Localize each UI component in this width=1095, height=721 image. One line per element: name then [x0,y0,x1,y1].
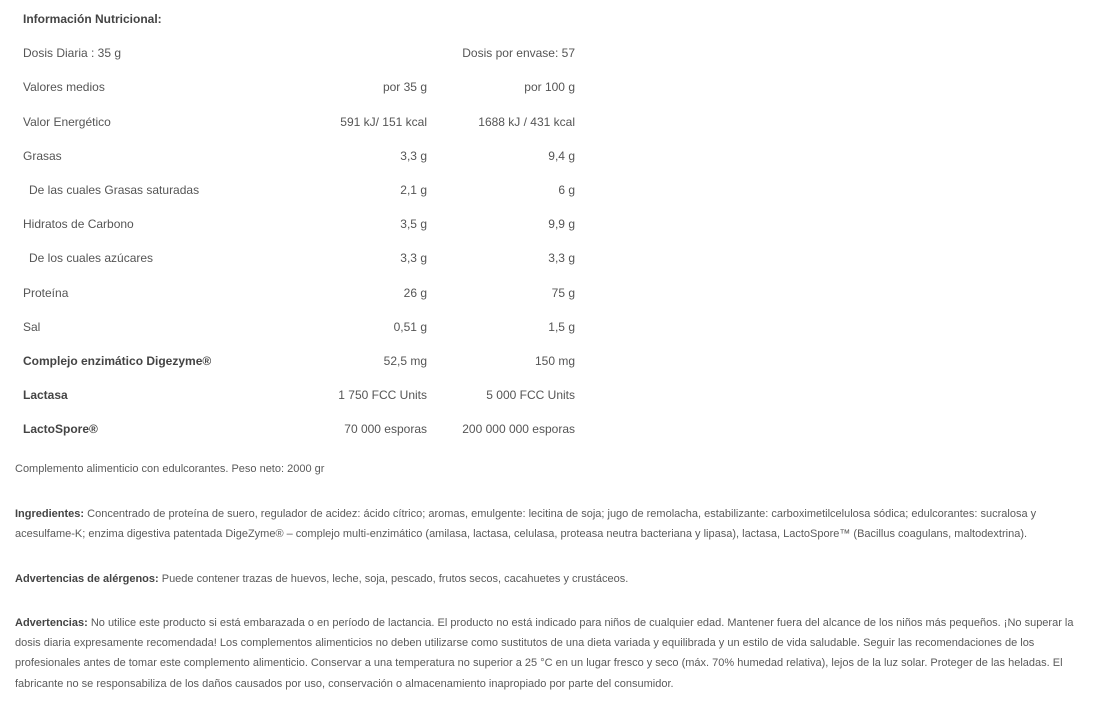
row-value-per-dose: 3,3 g [400,251,427,266]
row-value-per-100: 6 g [558,183,575,198]
table-row [15,139,575,173]
row-value-per-dose: 591 kJ/ 151 kcal [340,114,427,129]
ingredients-section [15,504,1075,544]
header-row [15,70,575,104]
row-value-per-dose: 0,51 g [393,319,427,334]
row-value-per-dose: 52,5 mg [383,353,427,368]
warnings-text: No utilice este producto si está embarazada o en período de lactancia. El producto no está indicado para niños de cualquier edad. Mantener fuera del alcance de los niños más pequeños. ¡No superar la dosis diaria expresamente recomendada! Los complementos alimenticios no deben utilizarse como sustitutos de una dieta variada y equilibrada y un estilo de vida saludable. Seguir las recomendaciones de los profesionales antes de tomar este complemento alimenticio. Conservar a una temperatura no superior a 25 °C en un lugar fresco y seco (máx. 70% humedad relativa), lejos de la luz solar. Proteger de las heladas. El fabricante no se responsabiliza de los daños causados por uso, conservación o almacenamiento inapropiado por parte del consumidor. [15,617,1074,690]
table-row [15,173,575,207]
table-row [15,344,575,378]
table-row [15,207,575,241]
row-value-per-100: 75 g [551,285,575,300]
row-label: Lactasa [23,388,68,403]
complement-note [15,459,1075,479]
nutrition-title: Información Nutricional: [23,12,162,27]
row-label: LactoSpore® [23,422,98,437]
row-label: Sal [23,319,41,334]
table-row [15,105,575,139]
row-value-per-dose: 1 750 FCC Units [338,388,427,403]
complement-note-text: Complemento alimenticio con edulcorantes. Peso neto: 2000 gr [15,463,325,475]
table-title-row [15,2,575,36]
row-value-per-dose: 26 g [403,285,427,300]
allergens-text: Puede contener trazas de huevos, leche, soja, pescado, frutos secos, cacahuetes y crustáceos. [158,573,629,585]
row-value-per-dose: 3,5 g [400,217,427,232]
header-col-per-100: por 100 g [524,80,575,95]
allergens-label: Advertencias de alérgenos: [15,573,159,585]
allergens-section [15,569,1075,589]
doses-per-pack: Dosis por envase: 57 [462,46,575,61]
row-value-per-dose: 3,3 g [400,148,427,163]
ingredients-label: Ingredientes: [15,508,85,520]
row-value-per-100: 9,4 g [548,148,575,163]
dose-row [15,36,575,70]
header-label: Valores medios [23,80,105,95]
row-value-per-dose: 70 000 esporas [344,422,427,437]
nutrition-table [15,2,575,446]
warnings-label: Advertencias: [15,617,88,629]
ingredients-text: Concentrado de proteína de suero, regulador de acidez: ácido cítrico; aromas, emulgente: lecitina de soja; jugo de remolacha, estabilizante: carboximetilcelulosa sódica; edulcorantes: sucralosa y acesulfame-K; enzima digestiva patentada DigeZyme® – complejo multi-enzimático (amilasa, lactasa, celulasa, proteasa neutra bacteriana y lipasa), lactasa, LactoSpore™ (Bacillus coagulans, maltodextrina). [15,508,1037,541]
table-row [15,241,575,275]
row-label: Complejo enzimático Digezyme® [23,353,212,368]
row-value-per-100: 150 mg [534,353,575,368]
row-label: Valor Energético [23,114,111,129]
row-value-per-100: 5 000 FCC Units [486,388,575,403]
row-label: Grasas [23,148,62,163]
warnings-section [15,613,1075,694]
row-label: De los cuales azúcares [29,251,154,266]
row-value-per-100: 200 000 000 esporas [462,422,575,437]
table-row [15,378,575,412]
row-label: Proteína [23,285,69,300]
table-row [15,412,575,446]
header-col-per-dose: por 35 g [382,80,427,95]
row-value-per-dose: 2,1 g [400,183,427,198]
daily-dose: Dosis Diaria : 35 g [23,46,122,61]
row-label: Hidratos de Carbono [23,217,134,232]
row-label: De las cuales Grasas saturadas [29,183,200,198]
row-value-per-100: 3,3 g [548,251,575,266]
row-value-per-100: 9,9 g [548,217,575,232]
table-row [15,310,575,344]
row-value-per-100: 1688 kJ / 431 kcal [478,114,575,129]
table-row [15,276,575,310]
row-value-per-100: 1,5 g [548,319,575,334]
